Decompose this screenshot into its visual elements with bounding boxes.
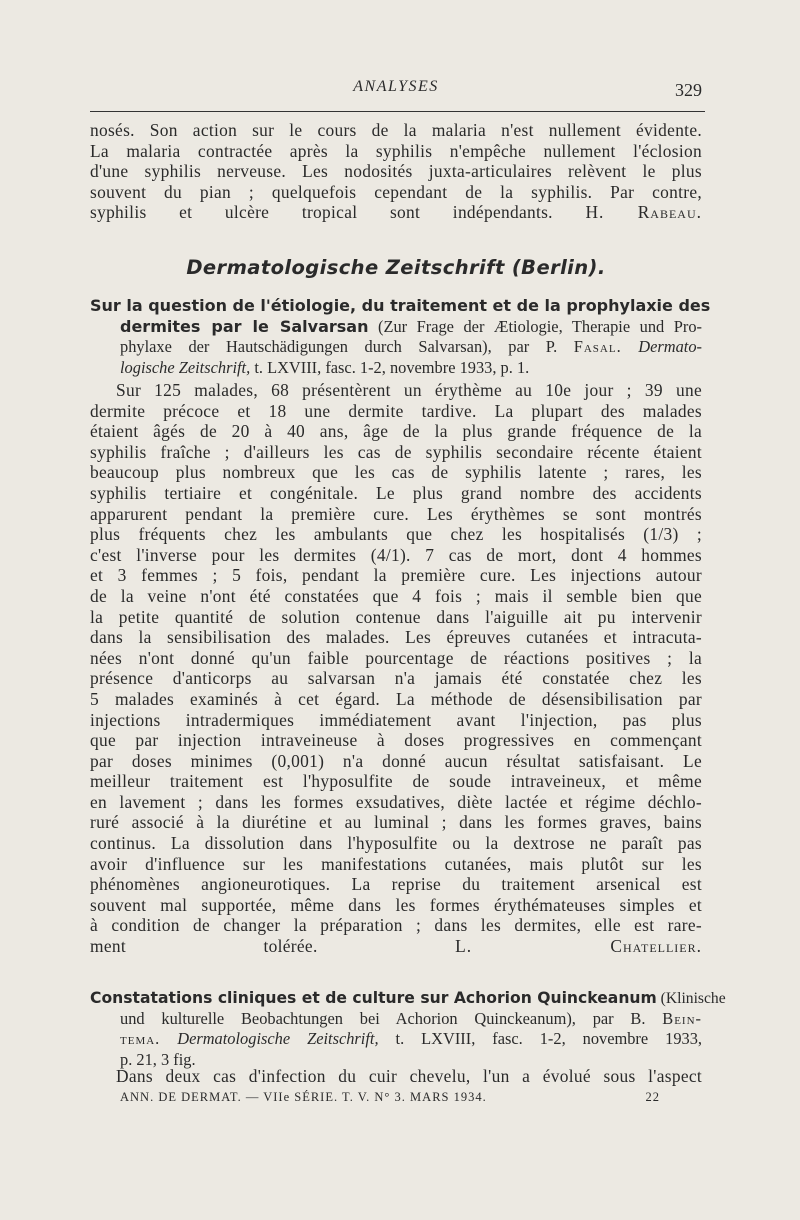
journal-heading: Dermatologische Zeitschrift (Berlin). <box>186 256 606 279</box>
text-line: beaucoup plus nombreux que les cas de syphilis latente ; rares, les <box>90 462 702 483</box>
text-line: d'une syphilis nerveuse. Les nodosités juxta-articulaires relèvent le plus <box>90 161 702 182</box>
text-line: à condition de changer la préparation ; dans les dermites, elle est rare- <box>90 915 702 936</box>
text-line: meilleur traitement est l'hyposulfite de soude intraveineux, et même <box>90 771 702 792</box>
review-continuation <box>90 120 702 223</box>
text-line: syphilis fraîche ; d'ailleurs les cas de syphilis secondaire récente étaient <box>90 441 702 462</box>
page-footer <box>120 1090 660 1110</box>
journal-citation: logische Zeitschrift, <box>120 357 251 377</box>
text-line: injections intradermiques immédiatement avant l'injection, pas plus <box>90 709 702 730</box>
reviewer-signature: H. Rabeau. <box>585 202 702 223</box>
text-line: de la veine n'ont été constatées que 4 fois ; mais il semble bien que <box>90 585 702 606</box>
author-name: Bein- <box>662 1008 702 1028</box>
title-line: tema. Dermatologische Zeitschrift, t. LXVIII, fasc. 1-2, novembre 1933, <box>120 1029 703 1049</box>
text-line: continus. La dissolution dans l'hyposulfite ou la dextrose ne paraît pas <box>90 833 702 854</box>
text-line: dans la sensibilisation des malades. Les épreuves cutanées et intracuta- <box>90 627 702 648</box>
text-line: en lavement ; dans les formes exsudatives, diète lactée et régime déchlo- <box>90 791 702 812</box>
text-line: plus fréquents chez les ambulants que chez les hospitalisés (1/3) ; <box>90 524 702 545</box>
article-body <box>90 1066 702 1087</box>
text-line: syphilis tertiaire et congénitale. Le plus grand nombre des accidents <box>90 482 702 503</box>
text-line: 5 malades examinés à cet égard. La méthode de désensibilisation par <box>90 688 702 709</box>
text-line: et 3 femmes ; 5 fois, pendant la première cure. Les injections autour <box>90 565 702 586</box>
journal-footer-citation: ANN. DE DERMAT. — VIIe SÉRIE. T. V. N° 3. MARS 1934. <box>120 1090 487 1104</box>
article-title <box>90 296 711 378</box>
title-line: dermites par le Salvarsan (Zur Frage der Ætiologie, Therapie und Pro- <box>120 316 702 336</box>
journal-citation: Dermatologische Zeitschrift, <box>160 1029 379 1049</box>
author-name: Fasal. <box>573 337 622 357</box>
title-line: Sur la question de l'étiologie, du traitement et de la prophylaxie des <box>90 296 711 315</box>
title-line: und kulturelle Beobachtungen bei Achorion Quinckeanum), par B. Bein- <box>120 1008 702 1028</box>
text-line: Dans deux cas d'infection du cuir chevelu, l'un a évolué sous l'aspect <box>116 1066 702 1086</box>
author-name: tema. <box>120 1029 161 1049</box>
text-line: nosés. Son action sur le cours de la malaria n'est nullement évidente. <box>90 120 702 140</box>
text-line: c'est l'inverse pour les dermites (4/1). 7 cas de mort, dont 4 hommes <box>90 544 702 565</box>
text-line-with-signature <box>90 202 702 223</box>
text-line: par doses minimes (0,001) n'a donné aucun résultat satisfaisant. Le <box>90 750 702 771</box>
text-line: souvent mal supportée, même dans les formes érythémateuses simples et <box>90 894 702 915</box>
title-line: p. 21, 3 fig. <box>120 1049 196 1069</box>
text-line: La malaria contractée après la syphilis n'empêche nullement l'éclosion <box>90 140 702 161</box>
text-line: la petite quantité de solution contenue dans l'aiguille ait pu intervenir <box>90 606 702 627</box>
text-line: syphilis et ulcère tropical sont indépendants. <box>90 202 553 223</box>
text-line: présence d'anticorps au salvarsan n'a jamais été constatée chez les <box>90 668 702 689</box>
title-line: phylaxe der Hautschädigungen durch Salvarsan), par P. Fasal. Dermato- <box>120 337 703 357</box>
text-line: ruré associé à la diurétine et au luminal ; dans les formes graves, bains <box>90 812 702 833</box>
text-line: avoir d'influence sur les manifestations cutanées, mais plutôt sur les <box>90 853 702 874</box>
text-line: phénomènes angioneurotiques. La reprise du traitement arsenical est <box>90 874 702 895</box>
text-line: dermite précoce et 18 une dermite tardive. La plupart des malades <box>90 400 702 421</box>
text-line: apparurent pendant la première cure. Les érythèmes se sont montrés <box>90 503 702 524</box>
title-line: logische Zeitschrift, t. LXVIII, fasc. 1-2, novembre 1933, p. 1. <box>120 357 530 377</box>
text-line: nées n'ont donné qu'un faible pourcentage de réactions positives ; la <box>90 647 702 668</box>
running-title: ANALYSES <box>353 78 439 95</box>
article-body <box>90 380 702 957</box>
signature-mark: 22 <box>645 1090 660 1104</box>
reviewer-signature: L. Chatellier. <box>455 936 702 957</box>
text-line: Sur 125 malades, 68 présentèrent un érythème au 10e jour ; 39 une <box>116 380 702 400</box>
title-line: Constatations cliniques et de culture sur Achorion Quinckeanum (Klinische <box>90 989 726 1007</box>
text-line: que par injection intraveineuse à doses progressives en commençant <box>90 730 702 751</box>
text-line: ment tolérée. <box>90 936 318 957</box>
page-header <box>90 78 702 108</box>
text-line: souvent du pian ; quelquefois cependant de la syphilis. Par contre, <box>90 181 702 202</box>
text-line-with-signature <box>90 936 702 957</box>
article-title <box>90 988 726 1070</box>
text-line: étaient âgés de 20 à 40 ans, âge de la plus grande fréquence de la <box>90 421 702 442</box>
page-number: 329 <box>675 80 702 100</box>
header-rule <box>90 111 705 112</box>
